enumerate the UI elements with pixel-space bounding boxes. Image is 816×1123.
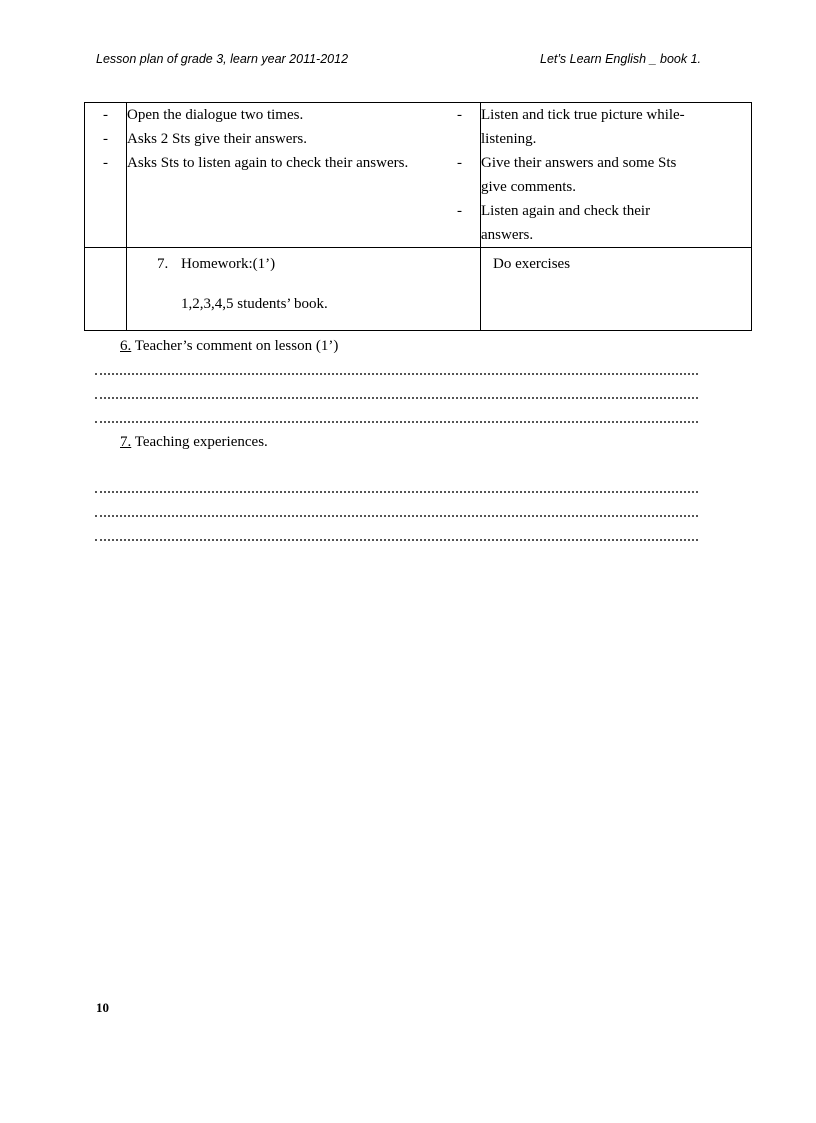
homework-cell	[127, 248, 481, 331]
list-item	[103, 127, 417, 151]
dash-bullet: -	[457, 155, 462, 171]
dotted-line	[95, 395, 698, 399]
list-item	[457, 199, 693, 247]
list-item	[457, 151, 693, 199]
student-activities-list	[457, 103, 693, 247]
table-row	[85, 103, 752, 248]
teacher-activities-cell	[103, 103, 481, 248]
teacher-activity-text: Asks Sts to listen again to check their answers.	[127, 155, 409, 171]
homework-heading	[127, 248, 480, 276]
dotted-line	[95, 513, 698, 517]
section-number: 7.	[120, 434, 132, 450]
teacher-activity-text: Asks 2 Sts give their answers.	[127, 131, 307, 147]
section-number: 6.	[120, 338, 132, 354]
student-activity-text: Listen again and check their answers.	[481, 203, 651, 243]
teaching-experiences-heading	[120, 434, 268, 451]
page-number: 10	[96, 1000, 109, 1015]
table-cell-empty	[85, 248, 127, 331]
dotted-line	[95, 537, 698, 541]
page-header	[96, 52, 708, 72]
teacher-activities-list	[103, 103, 417, 175]
header-right-text: Let’s Learn English _ book 1.	[540, 52, 701, 66]
student-activity-text: Listen and tick true picture while-listening.	[481, 107, 685, 147]
dash-bullet: -	[103, 131, 108, 147]
dotted-line	[95, 489, 698, 493]
dash-bullet: -	[457, 203, 462, 219]
homework-detail: 1,2,3,4,5 students’ book.	[181, 296, 328, 312]
homework-number: 7.	[157, 256, 169, 272]
student-activities-cell	[457, 103, 752, 248]
homework-student-cell	[481, 248, 752, 331]
teacher-comment-heading	[120, 338, 338, 355]
lesson-plan-table	[84, 102, 752, 331]
homework-student-text: Do exercises	[493, 256, 571, 272]
list-item	[457, 103, 693, 151]
list-item	[103, 151, 417, 175]
dotted-line	[95, 419, 698, 423]
dotted-line	[95, 371, 698, 375]
header-left-text: Lesson plan of grade 3, learn year 2011-2012	[96, 52, 349, 66]
dash-bullet: -	[457, 107, 462, 123]
dash-bullet: -	[103, 107, 108, 123]
student-activity-text: Give their answers and some Sts give comments.	[481, 155, 677, 195]
table-row	[85, 248, 752, 331]
homework-title: Homework:(1’)	[181, 256, 276, 272]
section-title: Teacher’s comment on lesson (1’)	[134, 338, 339, 354]
section-title: Teaching experiences.	[134, 434, 268, 450]
dash-bullet: -	[103, 155, 108, 171]
teacher-activity-text: Open the dialogue two times.	[127, 107, 304, 123]
list-item	[103, 103, 417, 127]
